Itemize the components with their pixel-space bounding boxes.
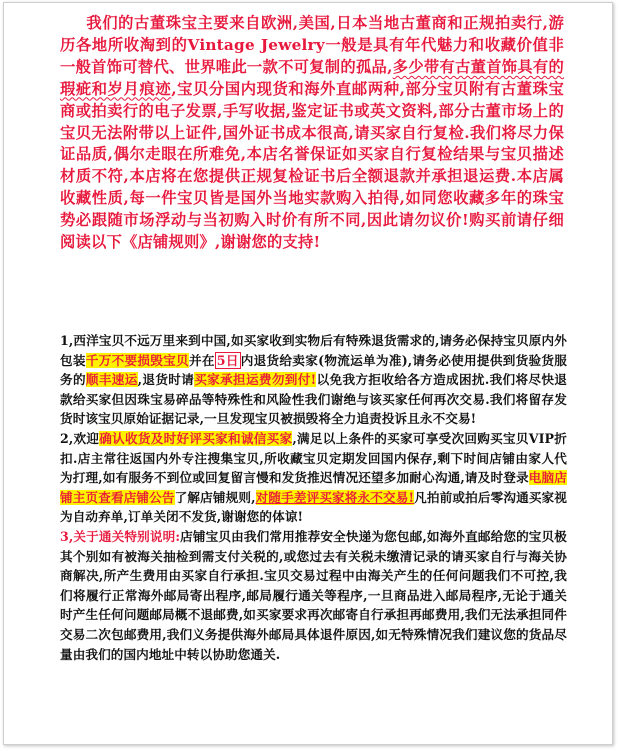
rule-1-highlight-3: 买家承担运费勿到付! [194, 372, 317, 388]
rule-2-highlight-3: 对随手差评买家将永不交易! [255, 489, 415, 505]
rule-1-highlight-2: 顺丰速运 [85, 372, 138, 388]
rule-2-text: 了解店铺规则, [174, 489, 256, 505]
rule-3-text: 店铺宝贝由我们常用推荐安全快递为您包邮,如海外直邮给您的宝贝极其个别如有被海关抽检到需支付关税的,或您过去有关税未缴清记录的请买家自行与海关协商解决,所产生费用由买家自行承担.宝贝交易过程中由海关产生的任何问题我们不可控,我们将履行正常海外邮局寄出程序,邮局履行通关等程序,一旦商品进入邮局程序,无论于通关时产生任何问题邮局概不退邮费,如买家要求再次邮寄自行承担再邮费用,我们无法承担同件交易二次包邮费用,我们义务提供海外邮局具体退件原因,如无特殊情况我们建议您的货品尽量由我们的国内地址中转以协助您通关. [60, 528, 567, 662]
rule-1-text: 1,西洋宝贝不远万里来到中国,如买家收到实物后有特殊退货需求的,请务必保持宝贝原内外包装 [60, 333, 567, 368]
intro-text-3: ,宝贝分国内现货和海外直邮两种,部分宝贝附有古董珠宝商或拍卖行的电子发票,手写收据,鉴定证书或英文资料,部分古董市场上的宝贝无法附带以上证件,国外证书成本很高,请买家自行复检.我们将尽力保证品质,偶尔走眼在所难免,本店名誉保证如买家自行复检结果与宝贝描述材质不符,本店将在您提供正规复检证书后全额退款并承担退运费.本店属收藏性质,每一件宝贝皆是国外当地实款购入拍得,如同您收藏多年的珠宝势必跟随市场浮动与当初购入时价有所不同,因此请勿议价!购买前请仔细阅读以下《店铺规则》,谢谢您的支持! [60, 79, 565, 252]
intro-paragraph [60, 13, 564, 254]
rule-3-heading: 3,关于通关特别说明: [60, 528, 181, 544]
rule-1-text: 以免我方拒收给各方造成困扰.我们将尽快退款给买家但因珠宝易碎品等特殊性和风险性我们谢绝与该买家任何再次交易.我们将留存发货时该宝贝原始证据记录,一旦发现宝贝被损毁将全力追责投诉且永不交易! [60, 372, 568, 427]
rule-1-boxed-days: 5日 [216, 352, 239, 368]
rule-2-text: 凡拍前或拍后零沟通买家视为自动弃单,订单关闭不发货,谢谢您的体谅! [60, 489, 567, 525]
rule-2-highlight-1: 确认收货及时好评买家和诚信买家 [99, 430, 293, 446]
rule-1-text: 并在 [188, 352, 215, 368]
rules-section [60, 331, 567, 664]
rule-2-highlight-2: 电脑店铺主页查看店铺公告 [60, 470, 567, 505]
rule-1-highlight-1: 千万不要损毁宝贝 [85, 352, 189, 368]
rule-1-text: 内退货给卖家(物流运单为准),请务必使用提供到货验货服务的 [60, 352, 567, 388]
rule-1 [60, 331, 567, 429]
rule-2-text: 2,欢迎 [60, 430, 100, 446]
document-page [3, 2, 613, 745]
rule-2 [60, 429, 567, 527]
rule-3 [60, 527, 567, 664]
intro-text-wavy: 多少带有古董首饰具有的瑕疵和岁月痕迹 [60, 57, 565, 98]
rule-1-text: ,退货时请 [137, 372, 195, 388]
rule-2-text: ,满足以上条件的买家可享受次回购买宝贝VIP折扣.店主常往返国内外专注搜集宝贝,所收藏宝贝定期发回国内保存,剩下时间店铺由家人代为打理,如有服务不到位或回复留言慢和发货推迟情况还望多加耐心沟通,请及时登录 [60, 430, 568, 486]
intro-text-1: 我们的古董珠宝主要来自欧洲,美国,日本当地古董商和正规拍卖行,游历各地所收淘到的Vintage Jewelry一般是具有年代魅力和收藏价值非一般首饰可替代、世界唯此一款不可复制的孤品, [60, 14, 564, 76]
